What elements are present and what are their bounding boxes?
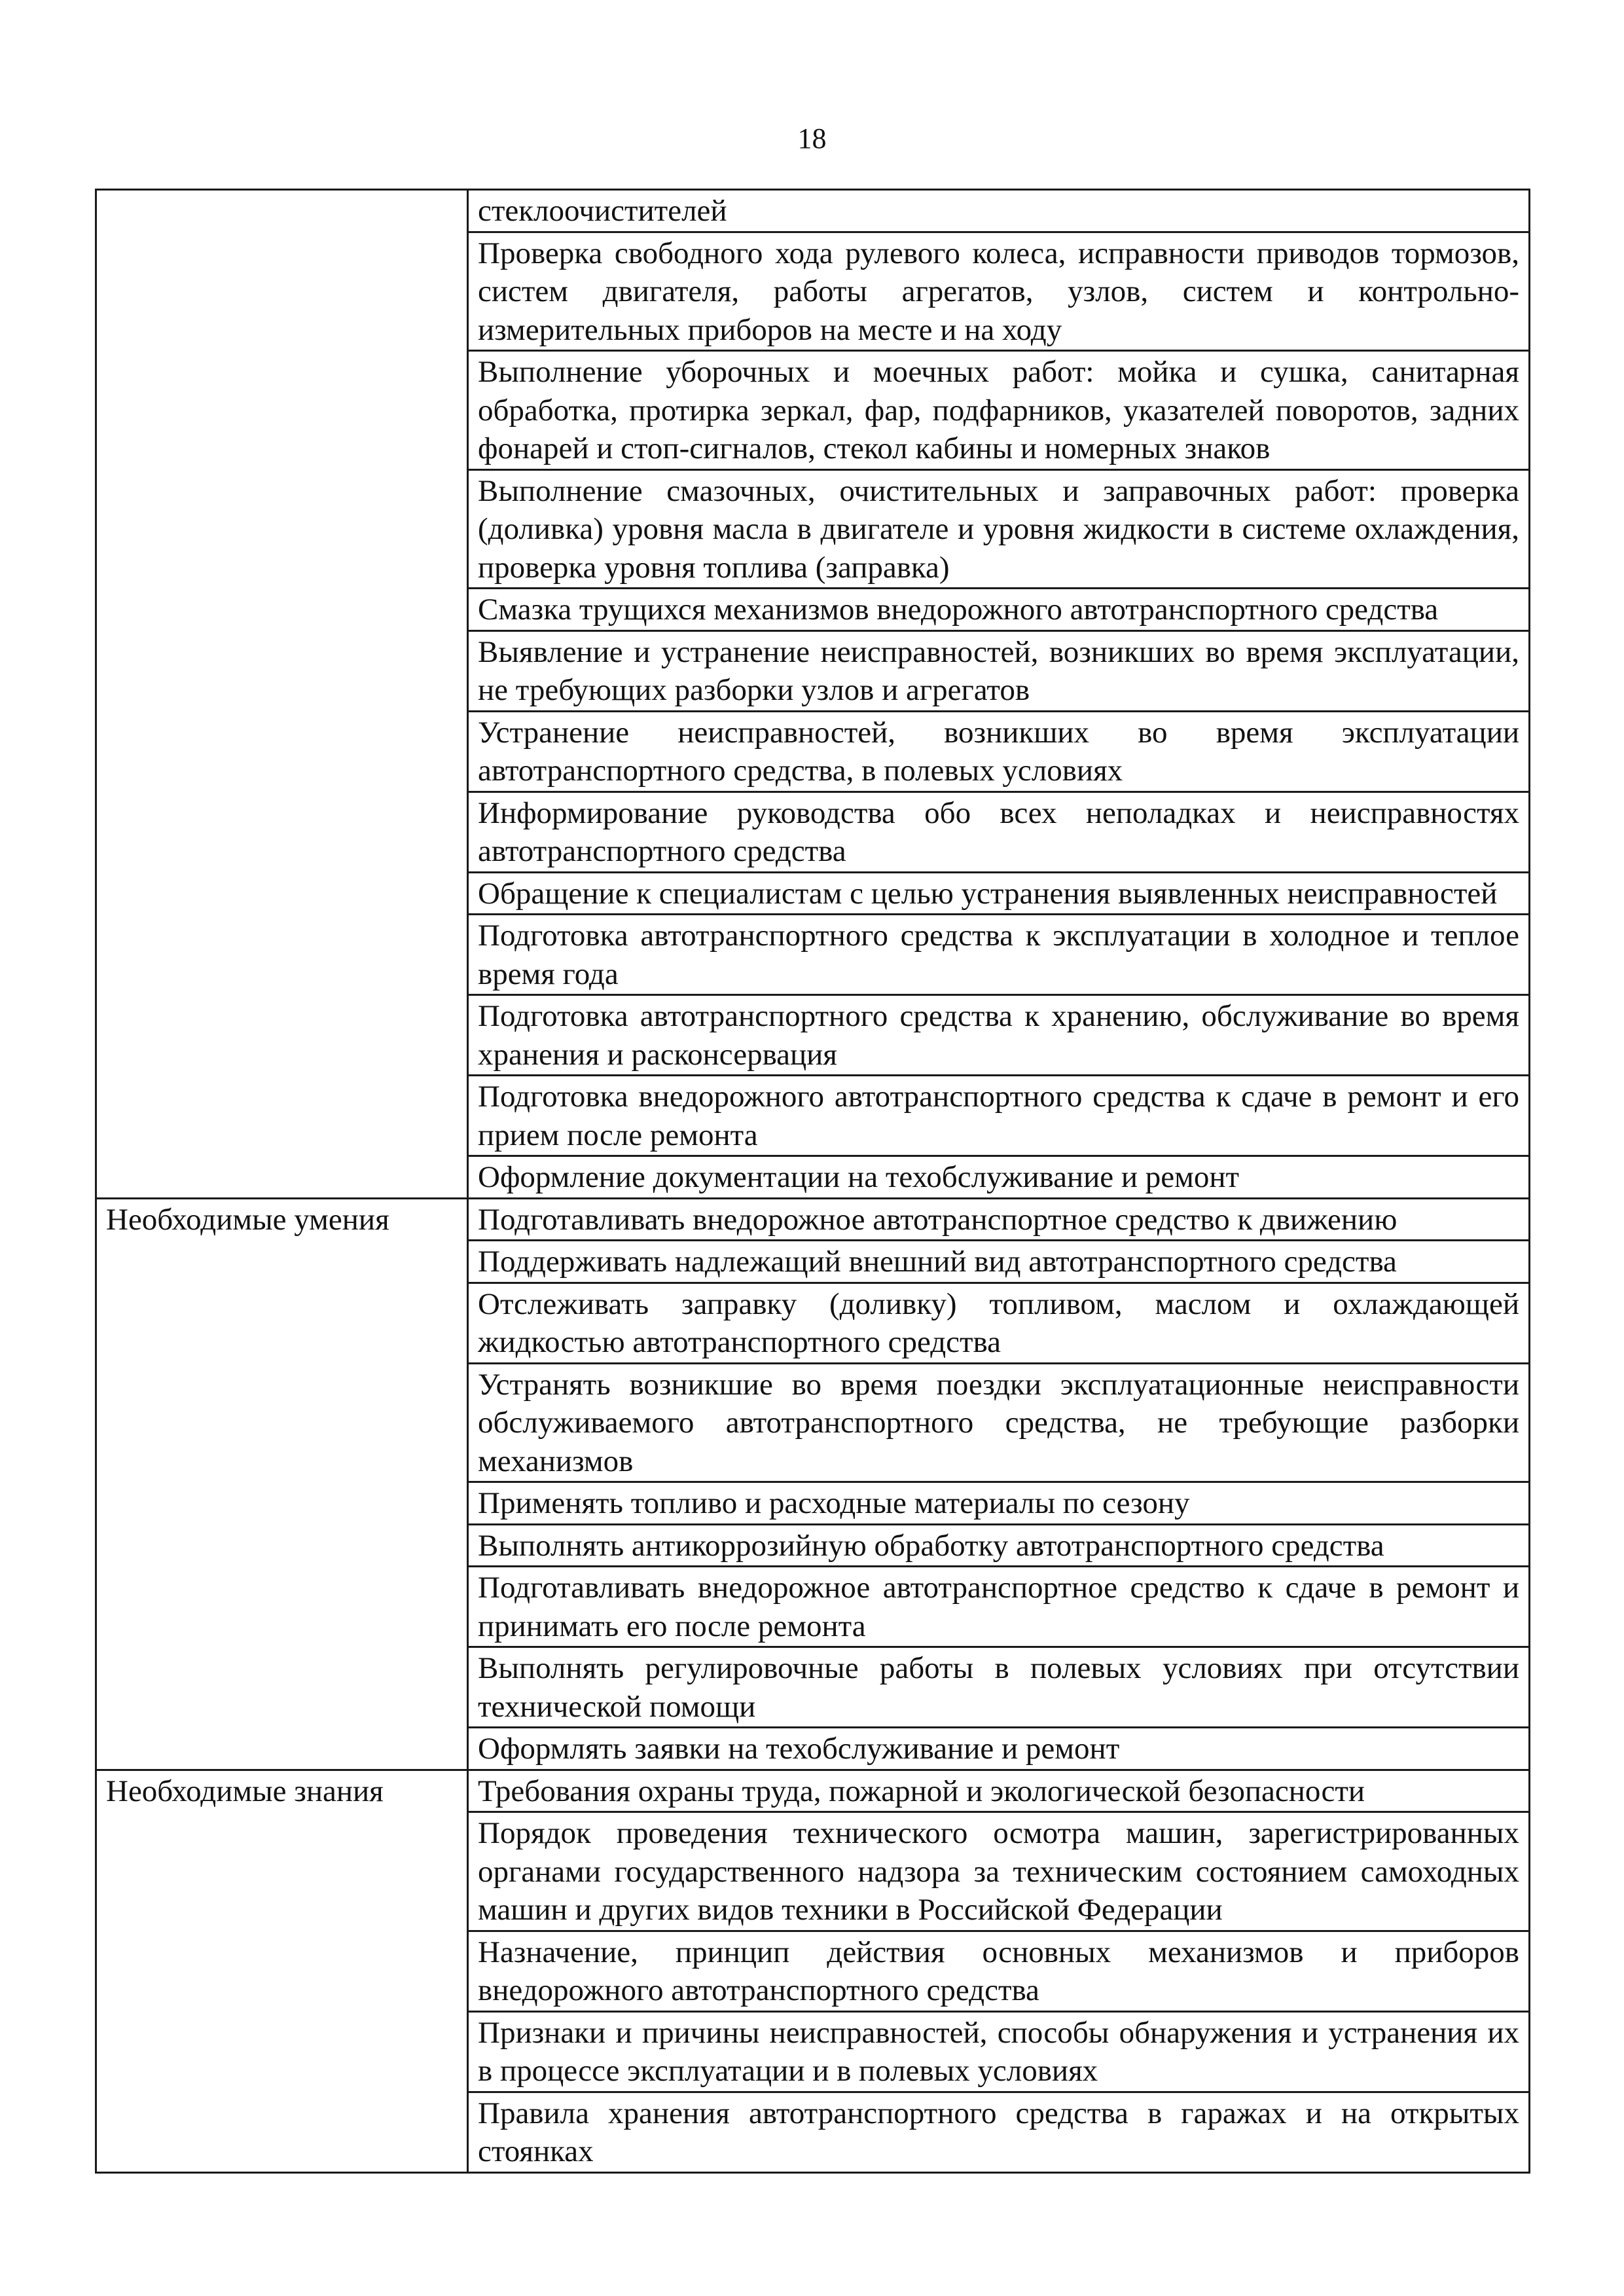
table-row: [96, 1198, 1530, 1241]
requirement-item: Подготавливать внедорожное автотранспортное средство к сдаче в ремонт и принимать его после ремонта: [468, 1567, 1530, 1647]
requirement-item: Требования охраны труда, пожарной и экологической безопасности: [468, 1770, 1530, 1812]
requirement-item: Выполнять антикоррозийную обработку автотранспортного средства: [468, 1524, 1530, 1567]
requirement-item: Подготовка внедорожного автотранспортного средства к сдаче в ремонт и его прием после ремонта: [468, 1076, 1530, 1156]
requirement-item: Выполнять регулировочные работы в полевых условиях при отсутствии технической помощи: [468, 1647, 1530, 1728]
requirement-item: Подготавливать внедорожное автотранспортное средство к движению: [468, 1198, 1530, 1241]
table-body: [96, 190, 1530, 2173]
requirement-item: Устранять возникшие во время поездки эксплуатационные неисправности обслуживаемого автотранспортного средства, не требующие разборки механизмов: [468, 1363, 1530, 1482]
requirement-item: Отслеживать заправку (доливку) топливом, маслом и охлаждающей жидкостью автотранспортного средства: [468, 1283, 1530, 1363]
requirement-item: стеклоочистителей: [468, 190, 1530, 232]
requirement-item: Проверка свободного хода рулевого колеса, исправности приводов тормозов, систем двигателя, работы агрегатов, узлов, систем и контрольно-измерительных приборов на месте и на ходу: [468, 232, 1530, 351]
section-label: Необходимые умения: [96, 1198, 468, 1770]
requirement-item: Подготовка автотранспортного средства к эксплуатации в холодное и теплое время года: [468, 915, 1530, 995]
requirement-item: Признаки и причины неисправностей, способы обнаружения и устранения их в процессе эксплуатации и в полевых условиях: [468, 2011, 1530, 2092]
table-row: [96, 1770, 1530, 1812]
requirement-item: Смазка трущихся механизмов внедорожного автотранспортного средства: [468, 589, 1530, 631]
requirement-item: Устранение неисправностей, возникших во время эксплуатации автотранспортного средства, в полевых условиях: [468, 711, 1530, 792]
requirement-item: Порядок проведения технического осмотра машин, зарегистрированных органами государственного надзора за техническим состоянием самоходных машин и других видов техники в Российской Федерации: [468, 1812, 1530, 1931]
table-row: [96, 190, 1530, 232]
section-label: [96, 190, 468, 1199]
requirement-item: Применять топливо и расходные материалы по сезону: [468, 1482, 1530, 1525]
requirement-item: Назначение, принцип действия основных механизмов и приборов внедорожного автотранспортного средства: [468, 1931, 1530, 2011]
page-number: 18: [797, 122, 827, 155]
requirement-item: Оформлять заявки на техобслуживание и ремонт: [468, 1728, 1530, 1770]
requirements-table: [95, 189, 1530, 2174]
requirement-item: Выявление и устранение неисправностей, возникших во время эксплуатации, не требующих разборки узлов и агрегатов: [468, 630, 1530, 711]
requirement-item: Подготовка автотранспортного средства к хранению, обслуживание во время хранения и расконсервация: [468, 995, 1530, 1076]
section-label: Необходимые знания: [96, 1770, 468, 2172]
requirement-item: Поддерживать надлежащий внешний вид автотранспортного средства: [468, 1241, 1530, 1283]
requirement-item: Обращение к специалистам с целью устранения выявленных неисправностей: [468, 872, 1530, 915]
requirement-item: Правила хранения автотранспортного средства в гаражах и на открытых стоянках: [468, 2092, 1530, 2172]
requirement-item: Выполнение смазочных, очистительных и заправочных работ: проверка (доливка) уровня масла в двигателе и уровня жидкости в системе охлаждения, проверка уровня топлива (заправка): [468, 469, 1530, 589]
requirement-item: Выполнение уборочных и моечных работ: мойка и сушка, санитарная обработка, протирка зеркал, фар, подфарников, указателей поворотов, задних фонарей и стоп-сигналов, стекол кабины и номерных знаков: [468, 351, 1530, 470]
requirement-item: Информирование руководства обо всех неполадках и неисправностях автотранспортного средства: [468, 792, 1530, 872]
requirement-item: Оформление документации на техобслуживание и ремонт: [468, 1156, 1530, 1199]
